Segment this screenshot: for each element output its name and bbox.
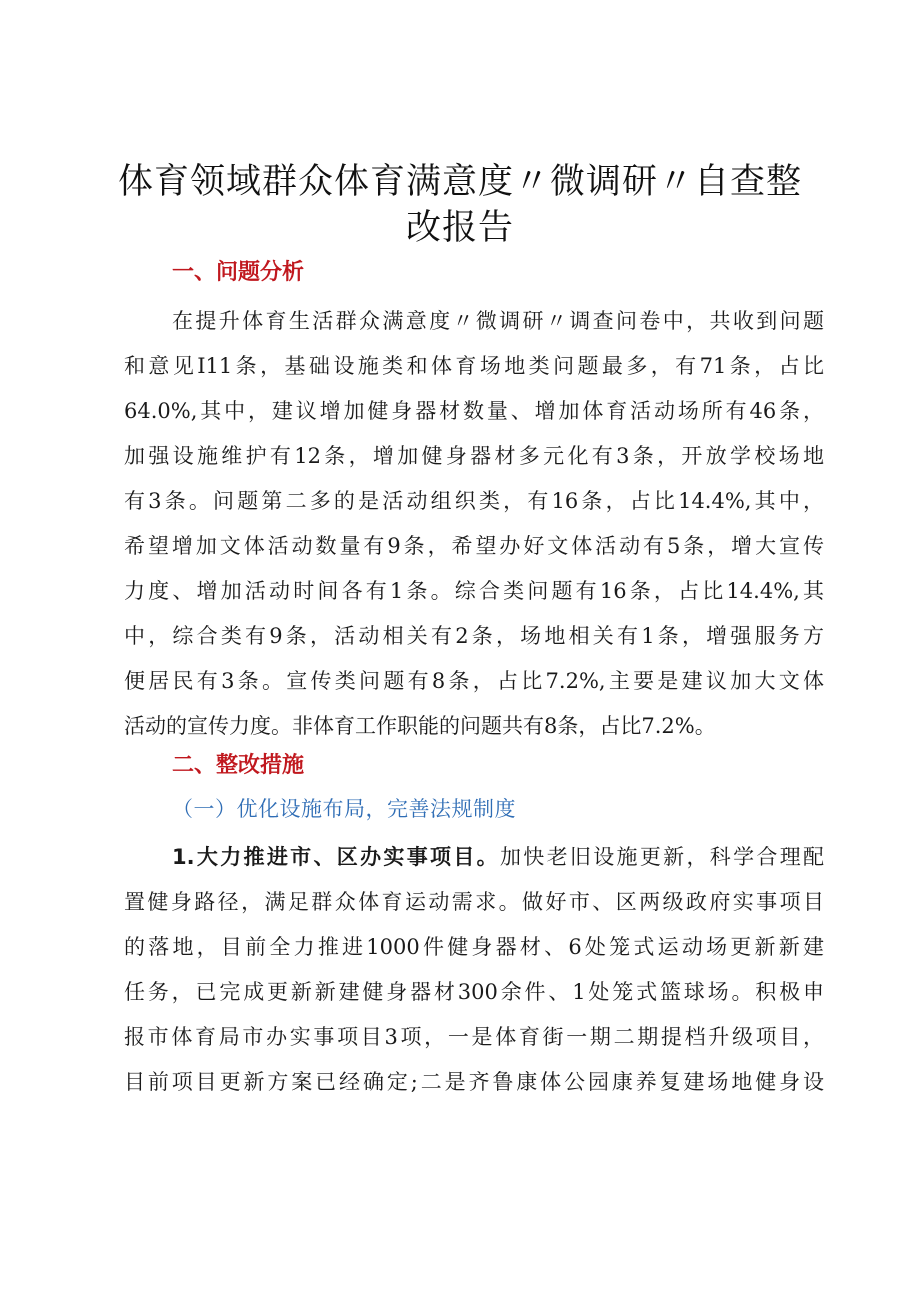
paragraph-line: 目前项目更新方案已经确定;二是齐鲁康体公园康养复建场地健身设 (124, 1070, 824, 1094)
problem-analysis-paragraph (124, 299, 824, 749)
document-title-line-2: 改报告 (405, 208, 514, 248)
document-title-line-1: 体育领域群众体育满意度〃微调研〃自查整 (117, 162, 802, 202)
section-heading-rectification-measures: 二、整改措施 (172, 753, 305, 778)
paragraph-line: 活动的宣传力度。非体育工作职能的问题共有8条，占比7.2%。 (124, 714, 716, 738)
paragraph-line: 任务，已完成更新新建健身器材300余件、1处笼式篮球场。积极申 (124, 980, 824, 1004)
paragraph-line: 置健身路径，满足群众体育运动需求。做好市、区两级政府实事项目 (124, 890, 824, 914)
paragraph-line: 加强设施维护有12条，增加健身器材多元化有3条，开放学校场地 (124, 444, 824, 468)
item-lead-rest: 加快老旧设施更新，科学合理配 (499, 845, 824, 869)
paragraph-line: 希望增加文体活动数量有9条，希望办好文体活动有5条，增大宣传 (124, 534, 824, 558)
paragraph-line: 64.0%,其中，建议增加健身器材数量、增加体育活动场所有46条， (124, 399, 824, 423)
paragraph-line: 中，综合类有9条，活动相关有2条，场地相关有1条，增强服务方 (124, 624, 824, 648)
paragraph-line: 的落地，目前全力推进1000件健身器材、6处笼式运动场更新新建 (124, 935, 824, 959)
subsection-heading: （一）优化设施布局，完善法规制度 (172, 797, 516, 821)
paragraph-line: 和意见I11条，基础设施类和体育场地类问题最多，有71条，占比 (124, 354, 824, 378)
paragraph-line: 有3条。问题第二多的是活动组织类，有16条，占比14.4%,其中， (124, 489, 824, 513)
paragraph-line: 力度、增加活动时间各有1条。综合类问题有16条，占比14.4%,其 (124, 579, 824, 603)
item-lead-bold: 1.大力推进市、区办实事项目。 (172, 845, 500, 869)
paragraph-line (124, 835, 824, 880)
paragraph-line: 在提升体育生活群众满意度〃微调研〃调查问卷中，共收到问题 (172, 309, 824, 333)
paragraph-line: 便居民有3条。宣传类问题有8条，占比7.2%,主要是建议加大文体 (124, 669, 824, 693)
paragraph-line: 报市体育局市办实事项目3项，一是体育街一期二期提档升级项目， (124, 1025, 824, 1049)
section-heading-problem-analysis: 一、问题分析 (172, 260, 305, 285)
rectification-paragraph (124, 835, 824, 1105)
